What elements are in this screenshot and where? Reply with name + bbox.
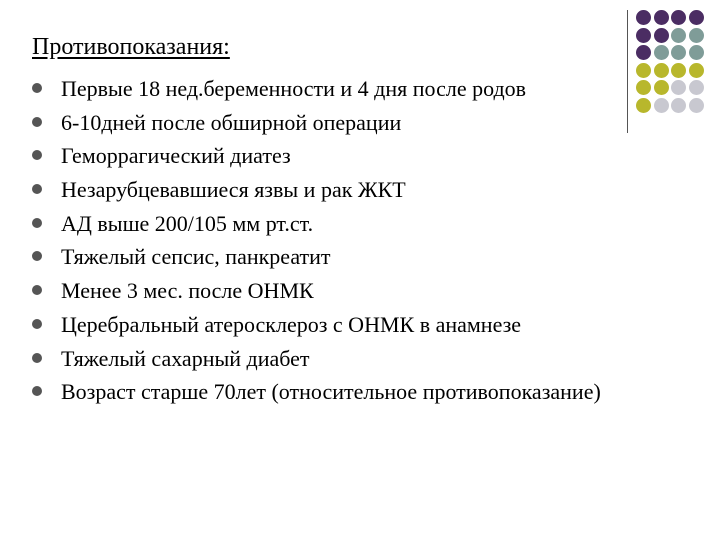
- list-item: [32, 377, 672, 406]
- decorative-dot-icon: [689, 98, 704, 113]
- decorative-dot-icon: [689, 28, 704, 43]
- list-item-text: Тяжелый сепсис, панкреатит: [61, 244, 331, 270]
- bullet-icon: [32, 117, 42, 127]
- decorative-dot-icon: [636, 10, 651, 25]
- list-item: [32, 74, 672, 103]
- decorative-dot-icon: [636, 45, 651, 60]
- decorative-dot-icon: [636, 28, 651, 43]
- list-item-text: 6-10дней после обширной операции: [61, 109, 402, 135]
- list-item-text: Церебральный атеросклероз с ОНМК в анамнезе: [61, 311, 522, 337]
- bullet-icon: [32, 184, 42, 194]
- decorative-dot-icon: [689, 45, 704, 60]
- slide-title: Противопоказания:: [32, 34, 230, 60]
- decorative-dot-icon: [689, 63, 704, 78]
- bullet-icon: [32, 218, 42, 228]
- decorative-dot-icon: [671, 28, 686, 43]
- bullet-icon: [32, 353, 42, 363]
- list-item-text: Тяжелый сахарный диабет: [61, 345, 310, 371]
- list-item-text: Менее 3 мес. после ОНМК: [61, 278, 314, 304]
- decorative-dot-icon: [689, 10, 704, 25]
- list-item-text: АД выше 200/105 мм рт.ст.: [61, 210, 314, 236]
- bullet-icon: [32, 386, 42, 396]
- list-item: [32, 344, 672, 373]
- list-item: [32, 310, 672, 339]
- list-item: [32, 242, 672, 271]
- list-item-text: Геморрагический диатез: [61, 143, 291, 169]
- contraindications-list: [32, 74, 672, 411]
- list-item: [32, 175, 672, 204]
- decorative-dot-icon: [671, 80, 686, 95]
- decorative-dot-icon: [689, 80, 704, 95]
- list-item: [32, 141, 672, 170]
- list-item: [32, 276, 672, 305]
- bullet-icon: [32, 150, 42, 160]
- decorative-dot-icon: [654, 28, 669, 43]
- bullet-icon: [32, 285, 42, 295]
- decorative-dot-icon: [671, 63, 686, 78]
- decorative-dot-icon: [671, 10, 686, 25]
- bullet-icon: [32, 251, 42, 261]
- decorative-dot-icon: [671, 45, 686, 60]
- decorative-dot-icon: [654, 45, 669, 60]
- list-item: [32, 209, 672, 238]
- bullet-icon: [32, 83, 42, 93]
- list-item-text: Незарубцевавшиеся язвы и рак ЖКТ: [61, 177, 406, 203]
- list-item: [32, 108, 672, 137]
- decorative-dot-icon: [654, 10, 669, 25]
- list-item-text: Первые 18 нед.беременности и 4 дня после родов: [61, 76, 527, 101]
- decorative-dot-icon: [671, 98, 686, 113]
- list-item-text: Возраст старше 70лет (относительное противопоказание): [61, 379, 601, 405]
- bullet-icon: [32, 319, 42, 329]
